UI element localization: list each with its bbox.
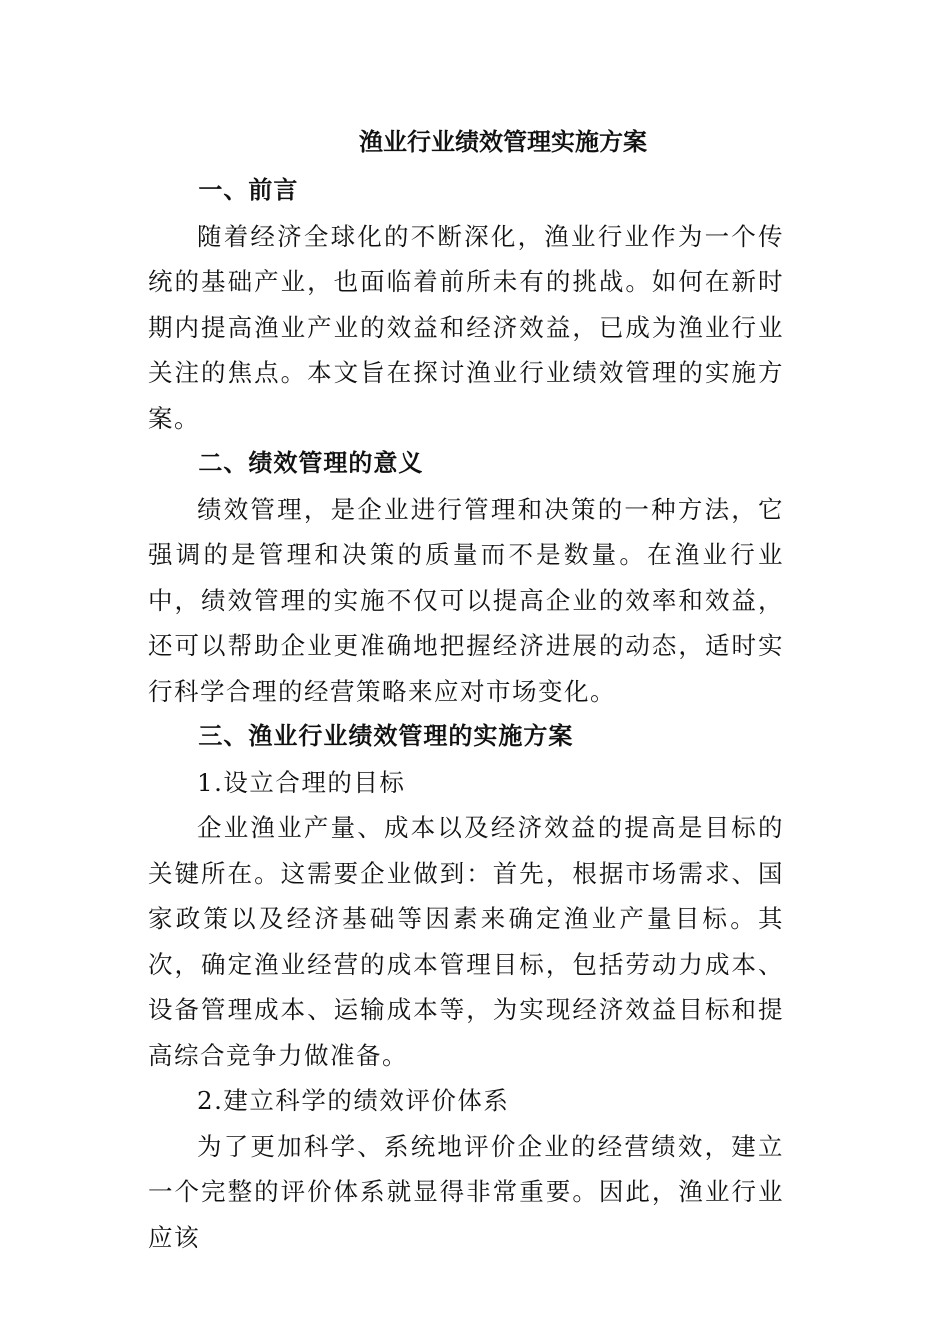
document-title: 渔业行业绩效管理实施方案 (359, 128, 647, 156)
subsection-label-goals: 1.设立合理的目标 (197, 767, 406, 797)
document-body (148, 168, 784, 1260)
paragraph-preface: 随着经济全球化的不断深化，渔业行业作为一个传统的基础产业，也面临着前所未有的挑战。如何在新时期内提高渔业产业的效益和经济效益，已成为渔业行业关注的焦点。本文旨在探讨渔业行业绩效管理的实施方案。 (148, 221, 784, 433)
subsection-label-evaluation: 2.建立科学的绩效评价体系 (197, 1086, 510, 1115)
section-heading-preface: 一、前言 (198, 176, 299, 204)
paragraph-goals: 企业渔业产量、成本以及经济效益的提高是目标的关键所在。这需要企业做到：首先，根据市场需求、国家政策以及经济基础等因素来确定渔业产量目标。其次，确定渔业经营的成本管理目标，包括劳动力成本、设备管理成本、运输成本等，为实现经济效益目标和提高综合竞争力做准备。 (148, 813, 784, 1070)
paragraph-evaluation: 为了更加科学、系统地评价企业的经营绩效，建立一个完整的评价体系就显得非常重要。因此，渔业行业应该 (148, 1131, 784, 1252)
section-heading-significance: 二、绩效管理的意义 (198, 449, 424, 477)
section-heading-implementation: 三、渔业行业绩效管理的实施方案 (198, 722, 574, 750)
paragraph-significance: 绩效管理，是企业进行管理和决策的一种方法，它强调的是管理和决策的质量而不是数量。在渔业行业中，绩效管理的实施不仅可以提高企业的效率和效益，还可以帮助企业更准确地把握经济进展的动态，适时实行科学合理的经营策略来应对市场变化。 (148, 494, 784, 706)
